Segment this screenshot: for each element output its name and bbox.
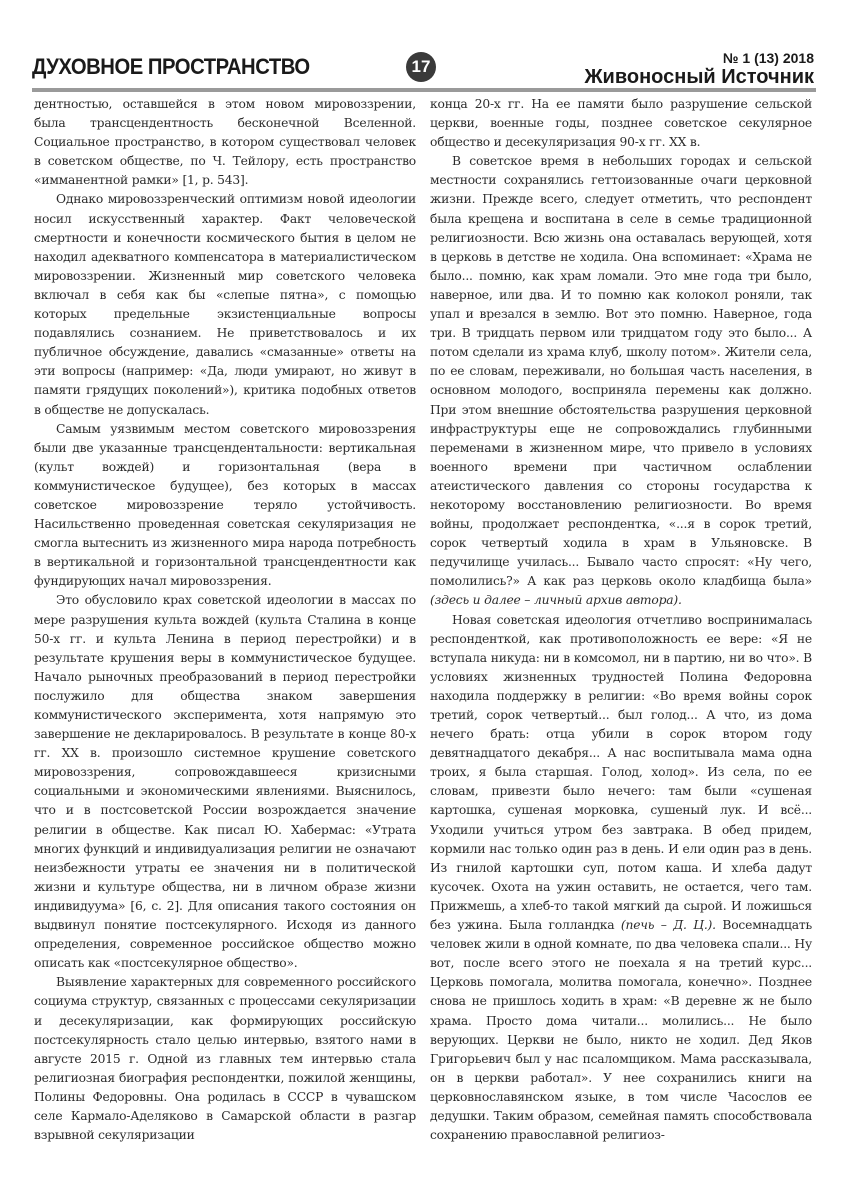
right-column xyxy=(430,95,812,1145)
paragraph xyxy=(430,152,812,610)
paragraph: Выявление характерных для современного российского социума структур, связанных с процессами секуляризации и десекуляризации, как формирующих российскую постсекулярность стало целью интервью, взятого нами в августе 2015 г. Одной из главных тем интервью стала религиозная биография респондентки, пожилой женщины, Полины Федоровны. Она родилась в СССР в чувашском селе Кармало-Аделяково в Самарской области в разгар взрывной секуляризации xyxy=(34,975,416,1143)
paragraph-text: Новая советская идеология отчетливо воспринималась респонденткой, как противоположность ее вере: «Я не вступала никуда: ни в комсомол, ни в партию, ни во что». В условиях жизненных трудностей Полина Федоровна находила поддержку в религии: «Во время войны сорок третий, сорок четвертый... был голод... А что, из дома нечего брать: отца убили в сорок втором году девятнадцатого декабря... А нас воспитывала мама одна троих, я была старшая. Голод, холод». Из села, по ее словам, привезти было нечего: там были «сушеная картошка, сушеная морковка, сушеный лук. И всё... Уходили учиться утром без завтрака. В обед придем, кормили нас только один раз в день. И ели один раз в день. Из гнилой картошки суп, потом каша. И хлеба дадут кусочек. Охота на ужин оставить, не остается, чего там. Прижмешь, а хлеб-то такой мягкий да сырой. И ложишься без ужина. Была голландка xyxy=(430,612,812,933)
page-number-badge: 17 xyxy=(406,52,436,82)
source-note: (здесь и далее – личный архив автора). xyxy=(430,593,682,608)
editor-note: (печь – Д. Ц.). xyxy=(620,918,716,933)
paragraph: дентностью, оставшейся в этом новом мировоззрении, была трансцендентность бесконечной Вселенной. Социальное пространство, в котором существовал человек в советском обществе, по Ч. Тейлору, есть пространство «имманентной рамки» [1, p. 543]. xyxy=(34,97,416,188)
paragraph: Самым уязвимым местом советского мировоззрения были две указанные трансцендентальности: вертикальная (культ вождей) и горизонтальная (вера в коммунистическое будущее), без которых в массах советское мировоззрение теряло устойчивость. Насильственно проведенная советская секуляризация не смогла вытеснить из жизненного мира народа потребность в вертикальной и горизонтальной трансцендентности как фундирующих начал мировоззрения. xyxy=(34,421,416,589)
page-header xyxy=(0,0,848,96)
paragraph: Однако мировоззренческий оптимизм новой идеологии носил искусственный характер. Факт человеческой смертности и конечности космического бытия в целом не находил адекватного компенсатора в материалистическом мировоззрении. Жизненный мир советского человека включал в себя как бы «слепые пятна», с помощью которых предельные экзистенциальные вопросы подавлялись сознанием. Не приветствовалось и их публичное обсуждение, давались «смазанные» ответы на эти вопросы (например: «Да, люди умирают, но живут в памяти грядущих поколений»), критика подобных ответов в обществе не допускалась. xyxy=(34,192,416,417)
section-title: ДУХОВНОЕ ПРОСТРАНСТВО xyxy=(32,54,310,79)
paragraph: Это обусловило крах советской идеологии в массах по мере разрушения культа вождей (культа Сталина в конце 50-х гг. и культа Ленина в период перестройки) и в результате крушения веры в коммунистическое будущее. Начало рыночных преобразований в период перестройки послужило для общества знаком завершения коммунистического эксперимента, хотя напрямую это завершение не декларировалось. В результате в конце 80-х гг. XX в. произошло системное крушение советского мировоззрения, сопровождавшееся кризисными социальными и экономическими явлениями. Выяснилось, что и в постсоветской России возрождается значение религии в обществе. Как писал Ю. Хабермас: «Утрата многих функций и индивидуализация религии не означают неизбежности утраты ее значения ни в политической жизни и культуре общества, ни в личном образе жизни индивидуума» [6, с. 2]. Для описания такого состояния он выдвинул понятие постсекулярного. Исходя из данного определения, современное российское общество можно описать как «постсекулярное общество». xyxy=(34,593,416,971)
issue-number: № 1 (13) 2018 xyxy=(722,50,814,66)
journal-name: Живоносный Источник xyxy=(584,66,814,88)
paragraph: конца 20-х гг. На ее памяти было разрушение сельской церкви, военные годы, позднее советское секулярное общество и десекуляризация 90-х гг. XX в. xyxy=(430,97,812,150)
paragraph-text: Восемнадцать человек жили в одной комнате, по два человека спали... Ну вот, после всего этого не поехала я на третий курс... Церковь помогала, молитва помогала, конечно». Позднее снова не пришлось ходить в храм: «В деревне ж не было храма. Просто дома читали... молились... Не было верующих. Церкви не было, никто не ходил. Дед Яков Григорьевич был у нас псаломщиком. Мама рассказывала, он в церкви работал». У нее сохранились книги на церковнославянском языке, в том числе Часослов ее дедушки. Таким образом, семейная память способствовала сохранению православной религиоз- xyxy=(430,918,812,1143)
left-column xyxy=(34,95,416,1145)
header-divider xyxy=(32,88,816,92)
paragraph xyxy=(430,611,812,1146)
paragraph-text: В советское время в небольших городах и сельской местности сохранялись геттоизованные очаги церковной жизни. Прежде всего, следует отметить, что респондент была крещена и воспитана в селе в семье традиционной религиозности. Всю жизнь она оставалась верующей, хотя в церковь в детстве не ходила. Она вспоминает: «Храма не было... помню, как храм ломали. Это мне года три было, наверное, или два. И то помню как колокол роняли, так упал и врезался в землю. Вот это помню. Наверное, года три. В тридцать первом или тридцатом году это было... А потом сделали из храма клуб, школу потом». Жители села, по ее словам, переживали, но большая часть населения, в основном молодого, восприняла перемены как должно. При этом внешние обстоятельства разрушения церковной инфраструктуры еще не сопровождались глубинными переменами в жизненном мире, что привело в условиях военного времени при частичном ослаблении атеистического давления со стороны государства к некоторому восстановлению религиозности. Во время войны, продолжает респондентка, «...я в сорок третий, сорок четвертый ходила в храм в Ульяновске. В педучилище училась... Бывало часто спросят: «Ну чего, помолились?» А как раз церковь около кладбища была» xyxy=(430,154,812,589)
